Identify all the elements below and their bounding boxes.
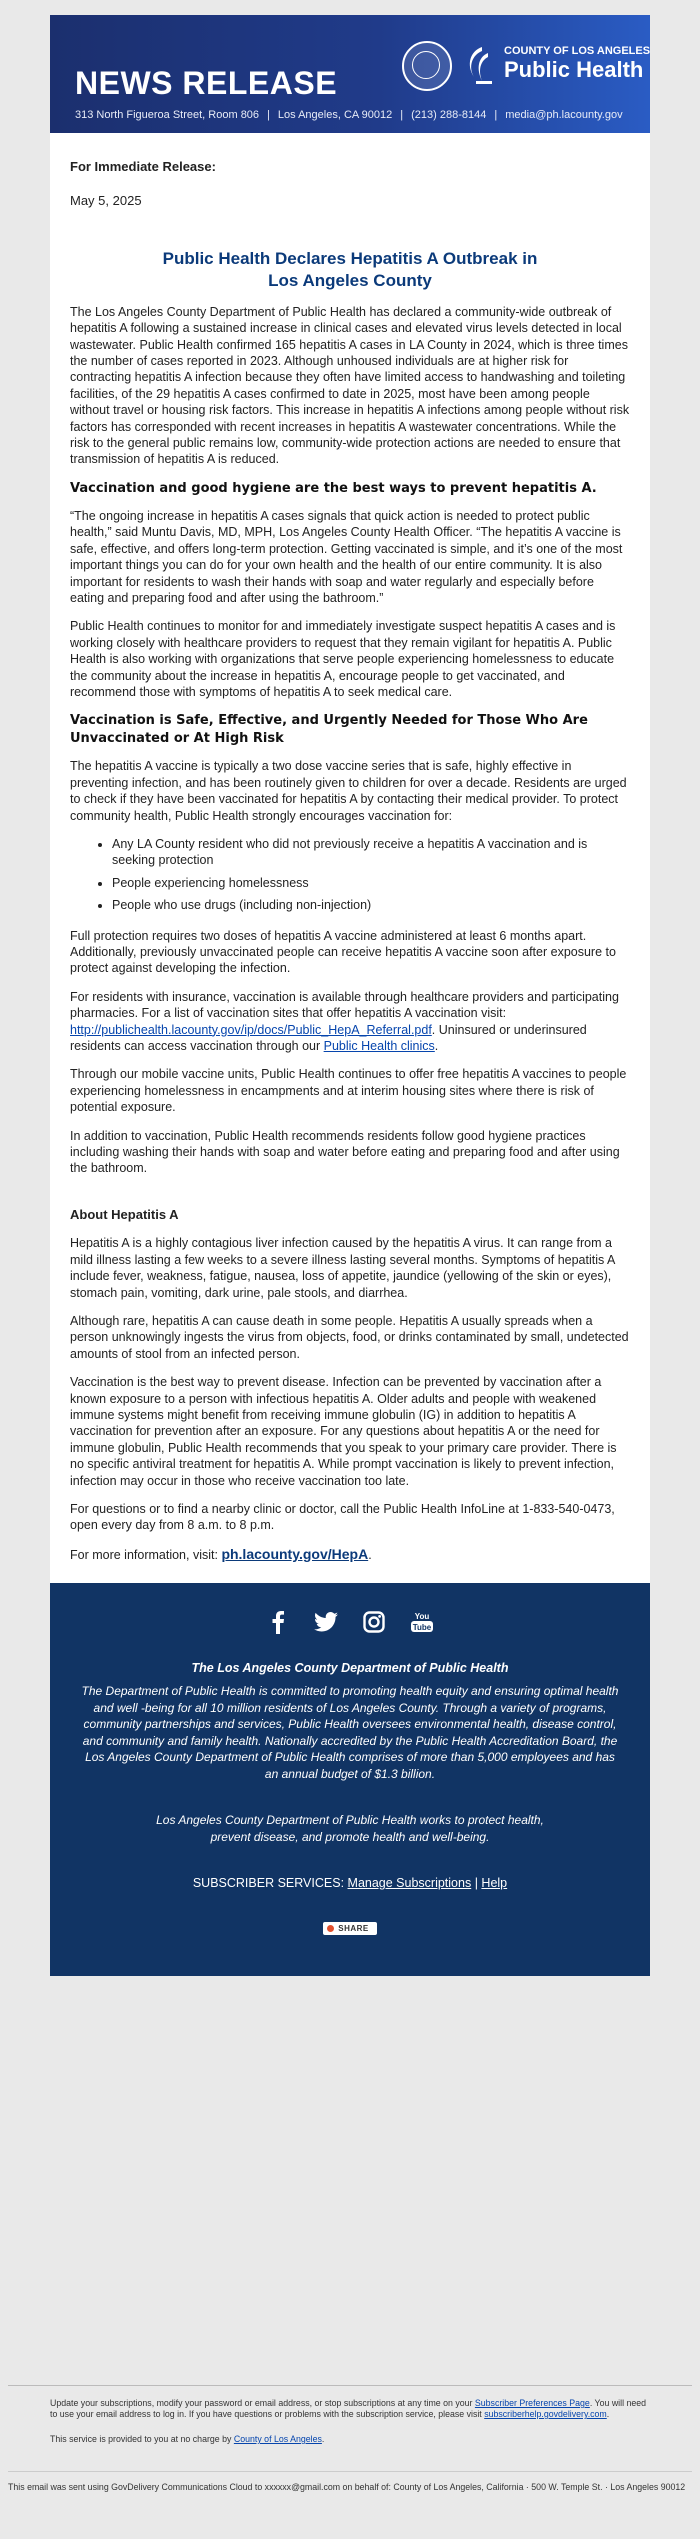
subheading: Vaccination and good hygiene are the best ways to prevent hepatitis A. [70,480,597,496]
paragraph: In addition to vaccination, Public Health recommends residents follow good hygiene practices including washing their hands with soap and water before eating and preparing food and after using the bathroom. [70,1128,620,1176]
header-city: Los Angeles, CA 90012 [277,109,393,121]
subscriber-help-link[interactable]: subscriberhelp.govdelivery.com [484,2409,607,2419]
header-email[interactable]: media@ph.lacounty.gov [505,109,623,121]
share-icon [327,1925,334,1932]
paragraph: Although rare, hepatitis A can cause death in some people. Hepatitis A usually spreads when a person unknowingly ingests the virus from objects, food, or drinks contaminated by small, undetected amounts of stool from an infected person. [70,1313,629,1361]
list-item: • Any LA County resident who did not previously receive a hepatitis A vaccination and is seeking protection [112,836,630,869]
facebook-icon[interactable] [265,1609,291,1635]
twitter-icon[interactable] [313,1609,339,1635]
email-disclaimer [8,2385,692,2493]
paragraph: For questions or to find a nearby clinic or doctor, call the Public Health InfoLine at 1-833-540-0473, open every day from 8 a.m. to 8 p.m. [70,1501,615,1533]
paragraph-with-links: For residents with insurance, vaccination is available through healthcare providers and participating pharmacies. For a list of vaccination sites that offer hepatitis A vaccination visit: http://publichealth.lacounty.gov/ip/docs/Public_HepA_Referral.pdf. Uninsured or underinsured residents can access vaccination through our Public Health clinics. [70,989,619,1054]
share-button[interactable]: SHARE [323,1922,377,1935]
footer [50,1583,650,1976]
paragraph: Full protection requires two doses of hepatitis A vaccine administered at least 6 months apart. Additionally, previously unvaccinated people can receive hepatitis A vaccine soon after exposure to protect against developing the infection. [70,928,616,976]
header-contact-line: 313 North Figueroa Street, Room 806 | Los Angeles, CA 90012 | (213) 288-8144 | media@ph.lacounty.gov [75,109,623,121]
subscriber-services: SUBSCRIBER SERVICES: Manage Subscriptions | Help [192,1876,508,1891]
youtube-icon[interactable] [409,1609,435,1635]
footer-mission: Los Angeles County Department of Public Health works to protect health, prevent disease, and promote health and well-being. [156,1813,544,1845]
instagram-icon[interactable] [361,1609,387,1635]
paragraph: Vaccination is the best way to prevent disease. Infection can be prevented by vaccination after a known exposure to a person with infectious hepatitis A. Older adults and people with weakened immune systems might benefit from receiving immune globulin (IG) in addition to hepatitis A vaccination for prevention after an exposure. For any questions about hepatitis A or the need for immune globulin, Public Health recommends that you speak to your primary care provider. There is no specific antiviral treatment for hepatitis A. While prompt vaccination is likely to prevent infection, infection may occur in those who receive vaccination too late. [70,1375,617,1488]
more-info-line: For more information, visit: ph.lacounty.gov/HepA. [70,1545,372,1562]
footer-org-name: The Los Angeles County Department of Public Health [191,1661,509,1676]
svg-text:You: You [414,1612,430,1622]
paragraph: The hepatitis A vaccine is typically a two dose vaccine series that is safe, highly effective in preventing infection, and has been routinely given to children for over a decade. Residents are urged to check if they have been vaccinated for hepatitis A by contacting their medical provider. To protect community health, Public Health strongly encourages vaccination for: [70,759,627,823]
footer-description: The Department of Public Health is committed to promoting health equity and ensuring optimal health and well -being for all 10 million residents of Los Angeles County. Through a variety of programs, community partnerships and services, Public Health oversees environmental health, disease control, and community and family health. Nationally accredited by the Public Health Accreditation Board, the Los Angeles County Department of Public Health comprises of more than 5,000 employees and has an annual budget of $1.3 billion. [81,1684,619,1781]
list-item: • People experiencing homelessness [112,875,630,891]
release-date: May 5, 2025 [70,193,142,209]
social-links [80,1609,620,1635]
news-release-header [50,15,650,133]
vaccination-sites-link[interactable]: http://publichealth.lacounty.gov/ip/docs/Public_HepA_Referral.pdf [70,1022,432,1037]
public-health-logo [462,41,651,89]
county-seal-icon [402,41,452,91]
manage-subscriptions-link[interactable]: Manage Subscriptions [347,1876,472,1891]
hepa-info-link[interactable]: ph.lacounty.gov/HepA [221,1545,369,1562]
svg-text:Tube: Tube [412,1623,432,1633]
service-provider-notice: This service is provided to you at no charge by County of Los Angeles. [50,2434,325,2444]
header-address: 313 North Figueroa Street, Room 806 [75,109,260,121]
subheading: Vaccination is Safe, Effective, and Urgently Needed for Those Who Are Unvaccinated or At High Risk [70,713,588,747]
paragraph: Through our mobile vaccine units, Public Health continues to offer free hepatitis A vaccines to people experiencing homelessness in encampments and at interim housing sites where there is risk of potential exposure. [70,1067,627,1115]
public-health-clinics-link[interactable]: Public Health clinics [323,1039,435,1054]
paragraph: The Los Angeles County Department of Public Health has declared a community-wide outbreak of hepatitis A following a sustained increase in clinical cases and elevated virus levels detected in local wastewater. Public Health confirmed 165 hepatitis A cases in LA County in 2024, which is three times the number of cases reported in 2023. Although unhoused individuals are at higher risk for contracting hepatitis A infection because they often have limited access to handwashing and toileting facilities, of the 29 hepatitis A cases confirmed to date in 2025, most have been among people without travel or housing risk factors. This increase in hepatitis A infections among people without risk factors has corresponded with recent increases in hepatitis A wastewater concentrations. While the risk to the general public remains low, community-wide protection actions are needed to ensure that transmission of hepatitis A is reduced. [70,304,630,467]
sent-via-notice: This email was sent using GovDelivery Communications Cloud to xxxxxx@gmail.com on behalf of: County of Los Angeles, California · 500 W. Temple St. · Los Angeles 90012 [8,2471,692,2493]
headline: Public Health Declares Hepatitis A Outbreak in Los Angeles County [162,248,538,290]
logo-public-health-text: Public Health [504,57,644,82]
logo-county-text: COUNTY OF LOS ANGELES [504,45,651,57]
header-phone: (213) 288-8144 [411,109,487,121]
public-health-mark-icon [462,43,496,87]
paragraph: Public Health continues to monitor for and immediately investigate suspect hepatitis A cases and is working closely with healthcare providers to request that they remain vigilant for hepatitis A. Public Health is also working with organizations that serve people experiencing homelessness to educate the community about the increase in hepatitis A, encourage people to get vaccinated, and recommend those with symptoms of hepatitis A to seek medical care. [70,619,616,699]
release-label: For Immediate Release: [70,159,216,174]
newsletter-card [50,15,650,1976]
subscriber-preferences-link[interactable]: Subscriber Preferences Page [474,2398,590,2408]
quote-paragraph: “The ongoing increase in hepatitis A cases signals that quick action is needed to protect public health,” said Muntu Davis, MD, MPH, Los Angeles County Health Officer. “The hepatitis A vaccine is safe, effective, and offers long-term protection. Getting vaccinated is simple, and it’s one of the most important things you can do for your own health and the health of our entire community. It is also important for residents to wash their hands with soap and water regularly and especially before eating and preparing food and after using the bathroom.” [70,508,623,605]
subscription-notice: Update your subscriptions, modify your password or email address, or stop subscriptions at any time on your Subscriber Preferences Page. You will need to use your email address to log in. If you have questions or problems with the subscription service, please visit subscriberhelp.govdelivery.com. [50,2398,647,2419]
help-link[interactable]: Help [481,1876,508,1891]
vaccination-groups-list [70,836,630,914]
header-title: NEWS RELEASE [75,65,338,101]
paragraph: Hepatitis A is a highly contagious liver infection caused by the hepatitis A virus. It can range from a mild illness lasting a few weeks to a severe illness lasting several months. Symptoms of hepatitis A include fever, weakness, fatigue, nausea, loss of appetite, jaundice (yellowing of the skin or eyes), stomach pain, vomiting, dark urine, pale stools, and diarrhea. [70,1236,615,1300]
about-heading: About Hepatitis A [70,1206,179,1222]
list-item: • People who use drugs (including non-injection) [112,897,630,913]
release-content [50,133,650,1563]
county-link[interactable]: County of Los Angeles [233,2434,322,2444]
